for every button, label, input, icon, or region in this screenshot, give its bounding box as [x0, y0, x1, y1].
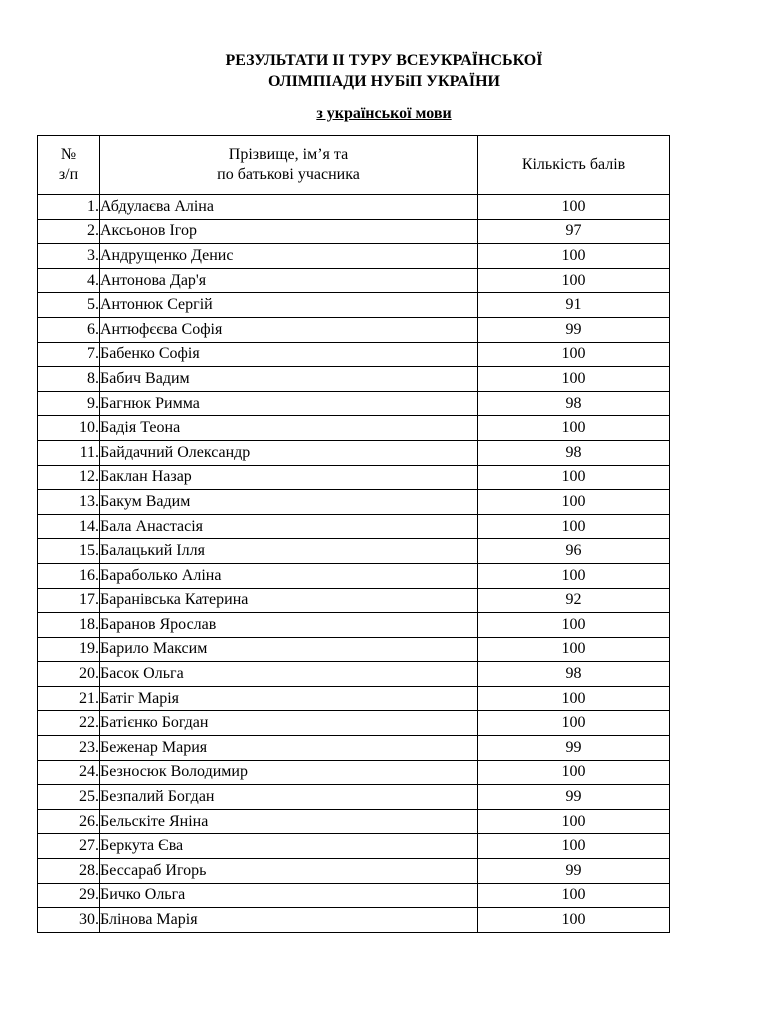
score-cell: 100: [478, 490, 670, 515]
column-header-score: Кількість балів: [478, 136, 670, 195]
score-cell: 100: [478, 834, 670, 859]
participant-name-cell: Баклан Назар: [100, 465, 478, 490]
table-row: [38, 465, 670, 490]
score-cell: 100: [478, 465, 670, 490]
row-number-cell: 28.: [38, 859, 100, 884]
table-row: [38, 563, 670, 588]
score-cell: 99: [478, 317, 670, 342]
row-number-cell: 12.: [38, 465, 100, 490]
score-cell: 100: [478, 563, 670, 588]
column-header-name-line-2: по батькові учасника: [217, 166, 360, 183]
table-row: [38, 686, 670, 711]
row-number-cell: 20.: [38, 662, 100, 687]
score-cell: 97: [478, 219, 670, 244]
score-cell: 100: [478, 342, 670, 367]
participant-name-cell: Балацький Ілля: [100, 539, 478, 564]
table-row: [38, 883, 670, 908]
table-row: [38, 736, 670, 761]
row-number-cell: 7.: [38, 342, 100, 367]
row-number-cell: 13.: [38, 490, 100, 515]
row-number-cell: 24.: [38, 760, 100, 785]
row-number-cell: 14.: [38, 514, 100, 539]
row-number-cell: 10.: [38, 416, 100, 441]
results-table: [37, 135, 670, 933]
table-header-row: [38, 136, 670, 195]
row-number-cell: 5.: [38, 293, 100, 318]
score-cell: 96: [478, 539, 670, 564]
column-header-name-line-1: Прізвище, ім’я та: [228, 146, 349, 163]
row-number-cell: 2.: [38, 219, 100, 244]
participant-name-cell: Барило Максим: [100, 637, 478, 662]
row-number-cell: 27.: [38, 834, 100, 859]
table-row: [38, 195, 670, 220]
participant-name-cell: Антюфєєва Софія: [100, 317, 478, 342]
column-header-name: [100, 136, 478, 195]
table-row: [38, 490, 670, 515]
participant-name-cell: Барабoлько Аліна: [100, 563, 478, 588]
row-number-cell: 16.: [38, 563, 100, 588]
table-row: [38, 834, 670, 859]
participant-name-cell: Бабенко Софія: [100, 342, 478, 367]
table-row: [38, 268, 670, 293]
participant-name-cell: Бичко Ольга: [100, 883, 478, 908]
participant-name-cell: Байдачний Олександр: [100, 440, 478, 465]
score-cell: 99: [478, 736, 670, 761]
participant-name-cell: Бадія Теона: [100, 416, 478, 441]
row-number-cell: 17.: [38, 588, 100, 613]
row-number-cell: 26.: [38, 809, 100, 834]
results-table-body: [38, 195, 670, 933]
participant-name-cell: Багнюк Римма: [100, 391, 478, 416]
table-row: [38, 440, 670, 465]
row-number-cell: 11.: [38, 440, 100, 465]
participant-name-cell: Басок Ольга: [100, 662, 478, 687]
participant-name-cell: Блінова Марія: [100, 908, 478, 933]
score-cell: 100: [478, 809, 670, 834]
table-row: [38, 809, 670, 834]
table-row: [38, 711, 670, 736]
score-cell: 98: [478, 391, 670, 416]
score-cell: 99: [478, 859, 670, 884]
participant-name-cell: Беженар Мария: [100, 736, 478, 761]
participant-name-cell: Бакум Вадим: [100, 490, 478, 515]
row-number-cell: 4.: [38, 268, 100, 293]
participant-name-cell: Беркута Єва: [100, 834, 478, 859]
score-cell: 100: [478, 883, 670, 908]
column-header-number-line-2: з/п: [58, 166, 79, 183]
score-cell: 100: [478, 711, 670, 736]
table-row: [38, 662, 670, 687]
score-cell: 99: [478, 785, 670, 810]
score-cell: 100: [478, 416, 670, 441]
score-cell: 100: [478, 367, 670, 392]
score-cell: 98: [478, 440, 670, 465]
table-row: [38, 908, 670, 933]
score-cell: 100: [478, 613, 670, 638]
participant-name-cell: Аксьонов Ігор: [100, 219, 478, 244]
table-row: [38, 367, 670, 392]
row-number-cell: 21.: [38, 686, 100, 711]
table-row: [38, 293, 670, 318]
table-row: [38, 760, 670, 785]
participant-name-cell: Безпалий Богдан: [100, 785, 478, 810]
column-header-number-line-1: №: [60, 146, 77, 163]
row-number-cell: 18.: [38, 613, 100, 638]
score-cell: 100: [478, 760, 670, 785]
table-row: [38, 391, 670, 416]
column-header-number: [38, 136, 100, 195]
row-number-cell: 23.: [38, 736, 100, 761]
row-number-cell: 25.: [38, 785, 100, 810]
row-number-cell: 3.: [38, 244, 100, 269]
score-cell: 100: [478, 637, 670, 662]
table-row: [38, 219, 670, 244]
document-title-line-1: РЕЗУЛЬТАТИ ІІ ТУРУ ВСЕУКРАЇНСЬКОЇ: [225, 52, 543, 69]
table-row: [38, 244, 670, 269]
row-number-cell: 29.: [38, 883, 100, 908]
table-row: [38, 514, 670, 539]
score-cell: 100: [478, 244, 670, 269]
score-cell: 100: [478, 686, 670, 711]
participant-name-cell: Абдулаєва Аліна: [100, 195, 478, 220]
document-title-line-2: ОЛІМПІАДИ НУБіП УКРАЇНИ: [268, 73, 500, 90]
score-cell: 100: [478, 514, 670, 539]
participant-name-cell: Бессараб Игорь: [100, 859, 478, 884]
participant-name-cell: Антонюк Сергій: [100, 293, 478, 318]
score-cell: 92: [478, 588, 670, 613]
participant-name-cell: Баранов Ярослав: [100, 613, 478, 638]
table-row: [38, 539, 670, 564]
score-cell: 100: [478, 268, 670, 293]
participant-name-cell: Батієнко Богдан: [100, 711, 478, 736]
participant-name-cell: Бала Анастасія: [100, 514, 478, 539]
participant-name-cell: Баранівська Катерина: [100, 588, 478, 613]
row-number-cell: 22.: [38, 711, 100, 736]
participant-name-cell: Бабич Вадим: [100, 367, 478, 392]
score-cell: 100: [478, 908, 670, 933]
row-number-cell: 6.: [38, 317, 100, 342]
table-row: [38, 317, 670, 342]
score-cell: 98: [478, 662, 670, 687]
participant-name-cell: Андрущенко Денис: [100, 244, 478, 269]
participant-name-cell: Бельскіте Яніна: [100, 809, 478, 834]
table-row: [38, 637, 670, 662]
participant-name-cell: Антонова Дар'я: [100, 268, 478, 293]
row-number-cell: 30.: [38, 908, 100, 933]
score-cell: 91: [478, 293, 670, 318]
table-row: [38, 588, 670, 613]
score-cell: 100: [478, 195, 670, 220]
table-row: [38, 785, 670, 810]
participant-name-cell: Безносюк Володимир: [100, 760, 478, 785]
table-row: [38, 342, 670, 367]
row-number-cell: 19.: [38, 637, 100, 662]
row-number-cell: 9.: [38, 391, 100, 416]
table-row: [38, 416, 670, 441]
row-number-cell: 8.: [38, 367, 100, 392]
participant-name-cell: Батіг Марія: [100, 686, 478, 711]
table-row: [38, 613, 670, 638]
table-row: [38, 859, 670, 884]
row-number-cell: 15.: [38, 539, 100, 564]
subject-subtitle: з української мови: [316, 105, 452, 122]
row-number-cell: 1.: [38, 195, 100, 220]
